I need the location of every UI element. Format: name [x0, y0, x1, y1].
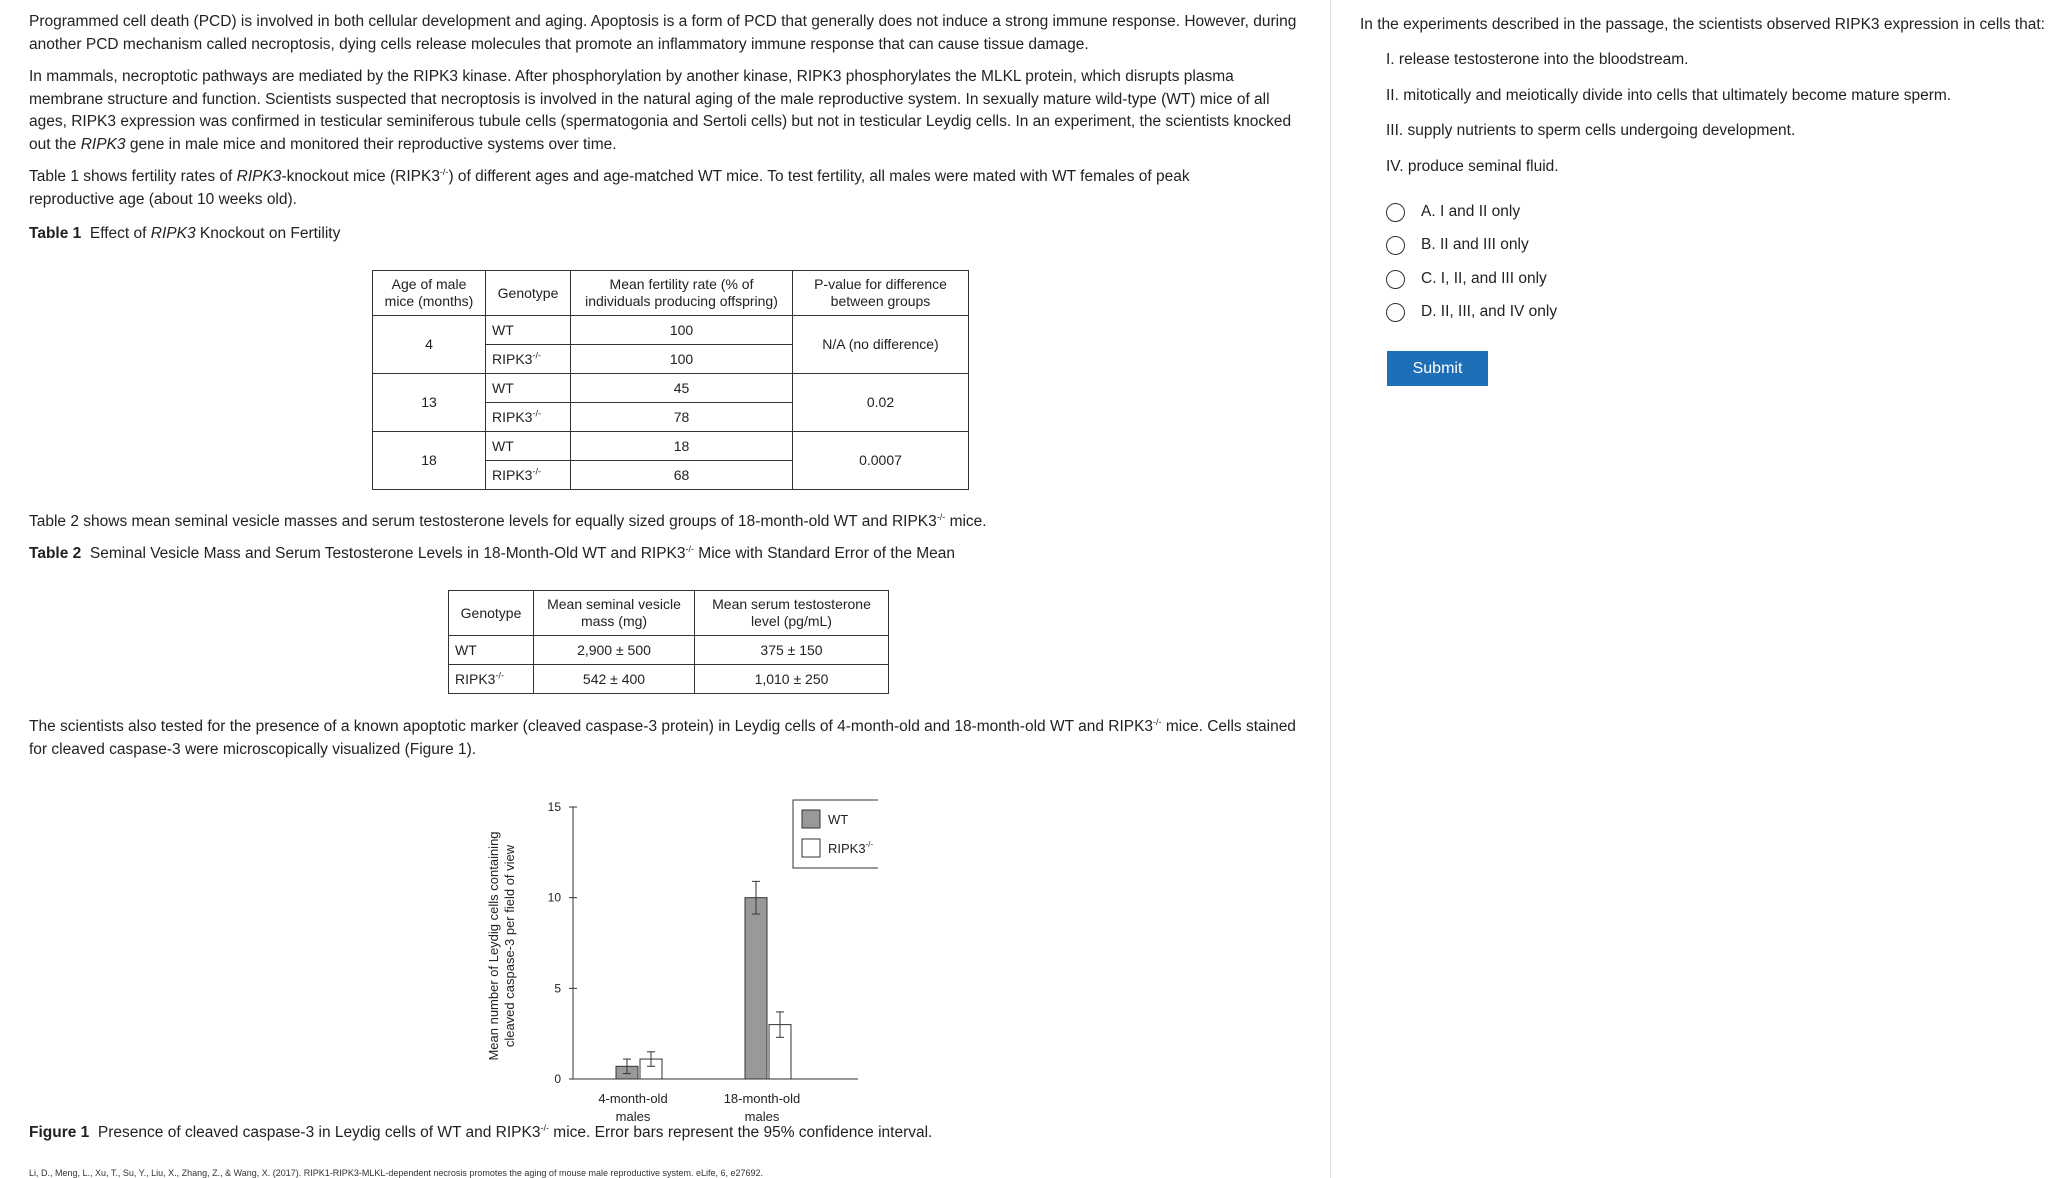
- question-panel: [1360, 8, 2071, 1178]
- y-tick-label: 10: [547, 890, 561, 905]
- radio-button[interactable]: [1386, 236, 1405, 255]
- statement-ii: II. mitotically and meiotically divide into cells that ultimately become mature sperm.: [1386, 87, 1952, 104]
- table2-testosterone: 375 ± 150: [695, 636, 889, 665]
- table-row: [373, 374, 969, 403]
- table1-genotype: RIPK3-/-: [486, 403, 571, 432]
- legend-swatch-wt: [802, 810, 820, 828]
- table1-genotype: WT: [486, 316, 571, 345]
- table1-age: 18: [373, 432, 486, 490]
- table1-rate: 100: [571, 345, 793, 374]
- table2-mass: 542 ± 400: [534, 665, 695, 694]
- table1: [372, 270, 969, 490]
- x-tick-label: 4-month-old: [598, 1091, 668, 1106]
- table1-rate: 18: [571, 432, 793, 461]
- choice-label: B. II and III only: [1421, 236, 1529, 253]
- choice-a[interactable]: [1386, 200, 1520, 224]
- passage-paragraph-1: Programmed cell death (PCD) is involved in both cellular development and aging. Apoptosis is a form of PCD that generally does not induce a strong immune response. However, during another PCD mechanism called necroptosis, dying cells release molecules that promote an inflammatory immune response that can cause tissue damage.: [29, 13, 1297, 53]
- table1-genotype: WT: [486, 432, 571, 461]
- table2: [448, 590, 889, 694]
- choice-c[interactable]: [1386, 267, 1547, 291]
- y-tick-label: 5: [554, 981, 561, 996]
- table1-header-genotype: Genotype: [486, 271, 571, 316]
- table2-header-testosterone: Mean serum testosterone level (pg/mL): [695, 591, 889, 636]
- passage-paragraph-5: The scientists also tested for the presence of a known apoptotic marker (cleaved caspase-3 protein) in Leydig cells of 4-month-old and 18-month-old WT and RIPK3-/- mice. Cells stained for cleaved caspase-3 were microscopically visualized (Figure 1).: [29, 716, 1296, 758]
- statement-i: I. release testosterone into the bloodstream.: [1386, 51, 1689, 68]
- table2-mass: 2,900 ± 500: [534, 636, 695, 665]
- passage-panel: [29, 8, 1311, 1178]
- table2-testosterone: 1,010 ± 250: [695, 665, 889, 694]
- table2-header-mass: Mean seminal vesicle mass (mg): [534, 591, 695, 636]
- figure1-caption: Figure 1 Presence of cleaved caspase-3 in Leydig cells of WT and RIPK3-/- mice. Error bars represent the 95% confidence interval.: [29, 1122, 933, 1141]
- table-row: [449, 636, 889, 665]
- table1-pvalue: 0.02: [793, 374, 969, 432]
- table1-pvalue: 0.0007: [793, 432, 969, 490]
- choice-d[interactable]: [1386, 300, 1557, 324]
- statement-iv: IV. produce seminal fluid.: [1386, 158, 1559, 175]
- radio-button[interactable]: [1386, 303, 1405, 322]
- x-tick-label: males: [615, 1109, 651, 1124]
- question-stem: In the experiments described in the passage, the scientists observed RIPK3 expression in cells that:: [1360, 16, 2045, 33]
- table2-caption: Table 2 Seminal Vesicle Mass and Serum Testosterone Levels in 18-Month-Old WT and RIPK3-/- Mice with Standard Error of the Mean: [29, 543, 956, 562]
- table2-genotype: RIPK3-/-: [449, 665, 534, 694]
- citation: Li, D., Meng, L., Xu, T., Su, Y., Liu, X., Zhang, Z., & Wang, X. (2017). RIPK1-RIPK3-MLKL-dependent necrosis promotes the aging of mouse male reproductive system. eLife, 6, e27692.: [29, 1168, 764, 1178]
- bar-wt: [745, 898, 767, 1079]
- statement-iii: III. supply nutrients to sperm cells undergoing development.: [1386, 122, 1796, 139]
- table2-header-genotype: Genotype: [449, 591, 534, 636]
- radio-button[interactable]: [1386, 270, 1405, 289]
- table1-genotype: RIPK3-/-: [486, 345, 571, 374]
- legend-label-wt: WT: [828, 812, 849, 827]
- choice-label: A. I and II only: [1421, 203, 1521, 220]
- table1-caption: Table 1 Effect of RIPK3 Knockout on Fertility: [29, 225, 341, 242]
- radio-button[interactable]: [1386, 203, 1405, 222]
- figure1-chart: [458, 778, 878, 1128]
- choice-label: C. I, II, and III only: [1421, 270, 1547, 287]
- table1-genotype: WT: [486, 374, 571, 403]
- x-tick-label: males: [744, 1109, 780, 1124]
- y-axis-label: Mean number of Leydig cells containing: [486, 831, 501, 1061]
- table-row: [373, 316, 969, 345]
- table2-genotype: WT: [449, 636, 534, 665]
- table-row: [373, 432, 969, 461]
- legend-label-ripk3: RIPK3-/-: [828, 840, 874, 856]
- choice-b[interactable]: [1386, 233, 1529, 257]
- choice-label: D. II, III, and IV only: [1421, 303, 1558, 320]
- passage-paragraph-2: In mammals, necroptotic pathways are mediated by the RIPK3 kinase. After phosphorylation by another kinase, RIPK3 phosphorylates the MLKL protein, which disrupts plasma membrane structure and function. Scientists suspected that necroptosis is involved in the natural aging of the male reproductive system. In sexually mature wild-type (WT) mice of all ages, RIPK3 expression was confirmed in testicular seminiferous tubule cells (spermatogonia and Sertoli cells) but not in testicular Leydig cells. In an experiment, the scientists knocked out the RIPK3 gene in male mice and monitored their reproductive systems over time.: [29, 68, 1292, 153]
- legend-swatch-ripk3: [802, 839, 820, 857]
- table1-age: 4: [373, 316, 486, 374]
- submit-button[interactable]: Submit: [1387, 351, 1488, 386]
- y-tick-label: 0: [554, 1072, 561, 1086]
- table1-rate: 68: [571, 461, 793, 490]
- table1-genotype: RIPK3-/-: [486, 461, 571, 490]
- panel-divider: [1330, 0, 1331, 1178]
- table1-age: 13: [373, 374, 486, 432]
- table1-header-rate: Mean fertility rate (% of individuals producing offspring): [571, 271, 793, 316]
- table1-rate: 100: [571, 316, 793, 345]
- x-tick-label: 18-month-old: [723, 1091, 801, 1106]
- passage-paragraph-3: Table 1 shows fertility rates of RIPK3-knockout mice (RIPK3-/-) of different ages and age-matched WT mice. To test fertility, all males were mated with WT females of peak reproductive age (about 10 weeks old).: [29, 166, 1190, 208]
- table1-header-pvalue: P-value for difference between groups: [793, 271, 969, 316]
- table1-rate: 78: [571, 403, 793, 432]
- table-row: [449, 665, 889, 694]
- y-tick-label: 15: [547, 800, 561, 814]
- table1-pvalue: N/A (no difference): [793, 316, 969, 374]
- y-axis-label: cleaved caspase-3 per field of view: [502, 844, 517, 1048]
- table1-header-age: Age of male mice (months): [373, 271, 486, 316]
- passage-paragraph-4: Table 2 shows mean seminal vesicle masses and serum testosterone levels for equally sized groups of 18-month-old WT and RIPK3-/- mice.: [29, 511, 987, 530]
- table1-rate: 45: [571, 374, 793, 403]
